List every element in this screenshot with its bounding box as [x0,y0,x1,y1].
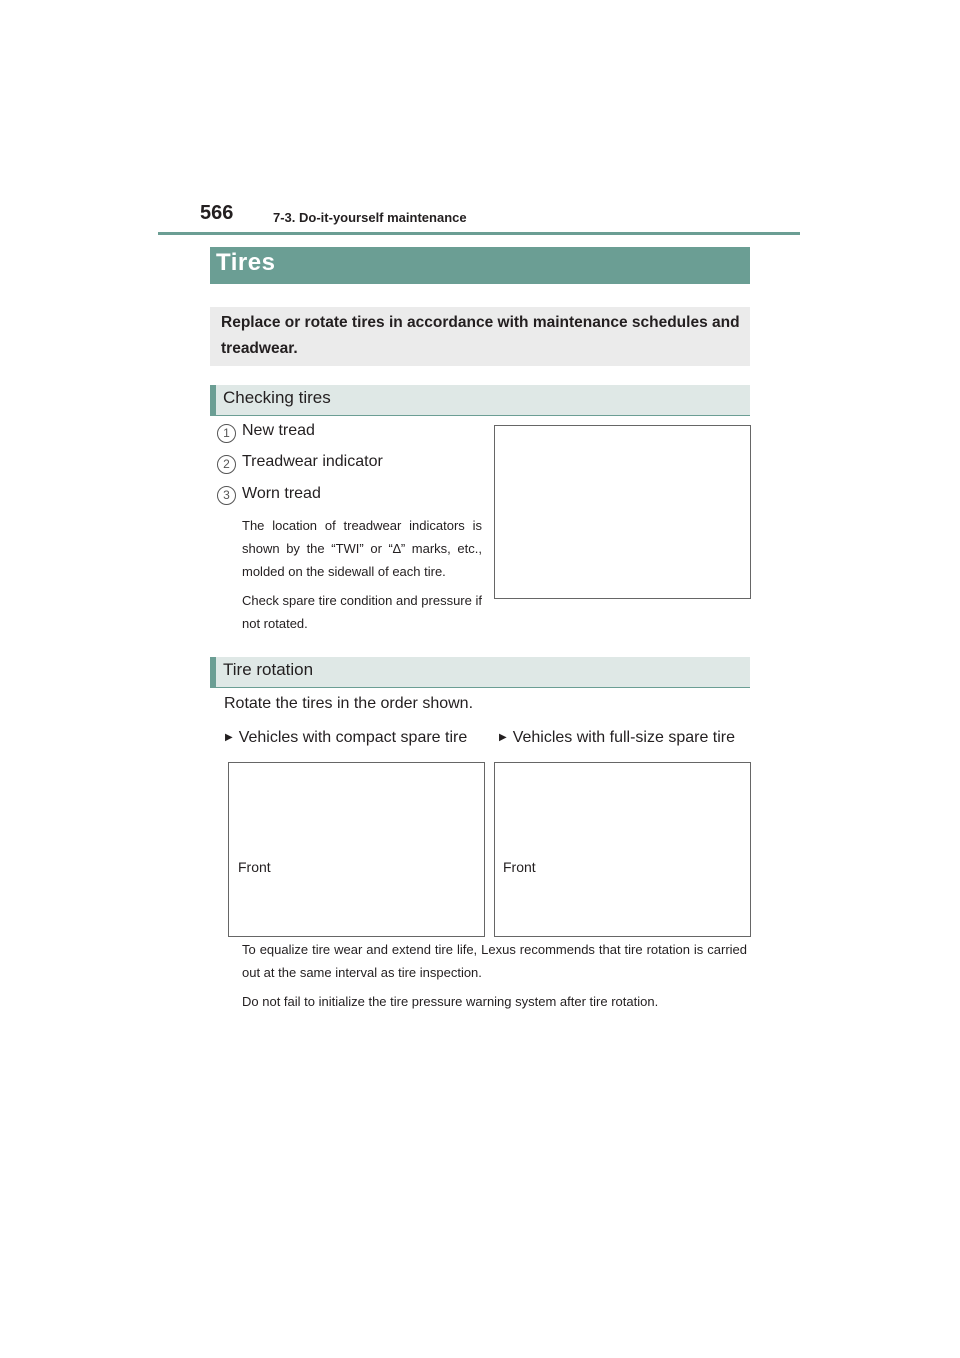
triangle-right-icon: ▶ [499,732,507,743]
variant-compact-spare-label: Vehicles with compact spare tire [238,729,468,746]
checking-tires-heading-bar [210,385,750,416]
variant-compact-spare [225,729,467,747]
variant-full-size-spare [499,729,735,747]
rotation-diagram-compact-spare [228,762,485,937]
tread-illustration [494,425,751,599]
checking-item-treadwear-indicator: Treadwear indicator [242,453,383,470]
rotation-interval-note: To equalize tire wear and extend tire life, Lexus recommends that tire rotation is carried out at the same interval as tire inspection. [242,942,747,980]
front-label: Front [503,859,536,875]
rotation-intro: Rotate the tires in the order shown. [224,695,474,712]
triangle-right-icon: ▶ [225,732,233,743]
callout-number-1: 1 [217,424,236,443]
page-title: Tires [216,249,276,276]
treadwear-location-note: The location of treadwear indicators is shown by the “TWI” or “∆” marks, etc., molded on the sidewall of each tire. [242,518,482,579]
section-reference: 7-3. Do-it-yourself maintenance [273,210,467,225]
tpws-initialize-note: Do not fail to initialize the tire pressure warning system after tire rotation. [242,994,659,1009]
callout-number-3: 3 [217,486,236,505]
header-divider [158,232,800,235]
intro-box [210,307,750,366]
callout-number-2: 2 [217,455,236,474]
checking-item-worn-tread: Worn tread [242,485,321,502]
title-bar [210,247,750,284]
tire-rotation-heading-bar [210,657,750,688]
spare-tire-note: Check spare tire condition and pressure if not rotated. [242,593,482,631]
page-number: 566 [200,202,234,224]
intro-text: Replace or rotate tires in accordance with maintenance schedules and treadwear. [221,314,740,357]
variant-full-size-spare-label: Vehicles with full-size spare tire [512,729,736,746]
tire-rotation-heading: Tire rotation [223,660,314,679]
rotation-diagram-full-size-spare [494,762,751,937]
front-label: Front [238,859,271,875]
checking-tires-heading: Checking tires [223,388,331,407]
checking-item-new-tread: New tread [242,422,315,439]
